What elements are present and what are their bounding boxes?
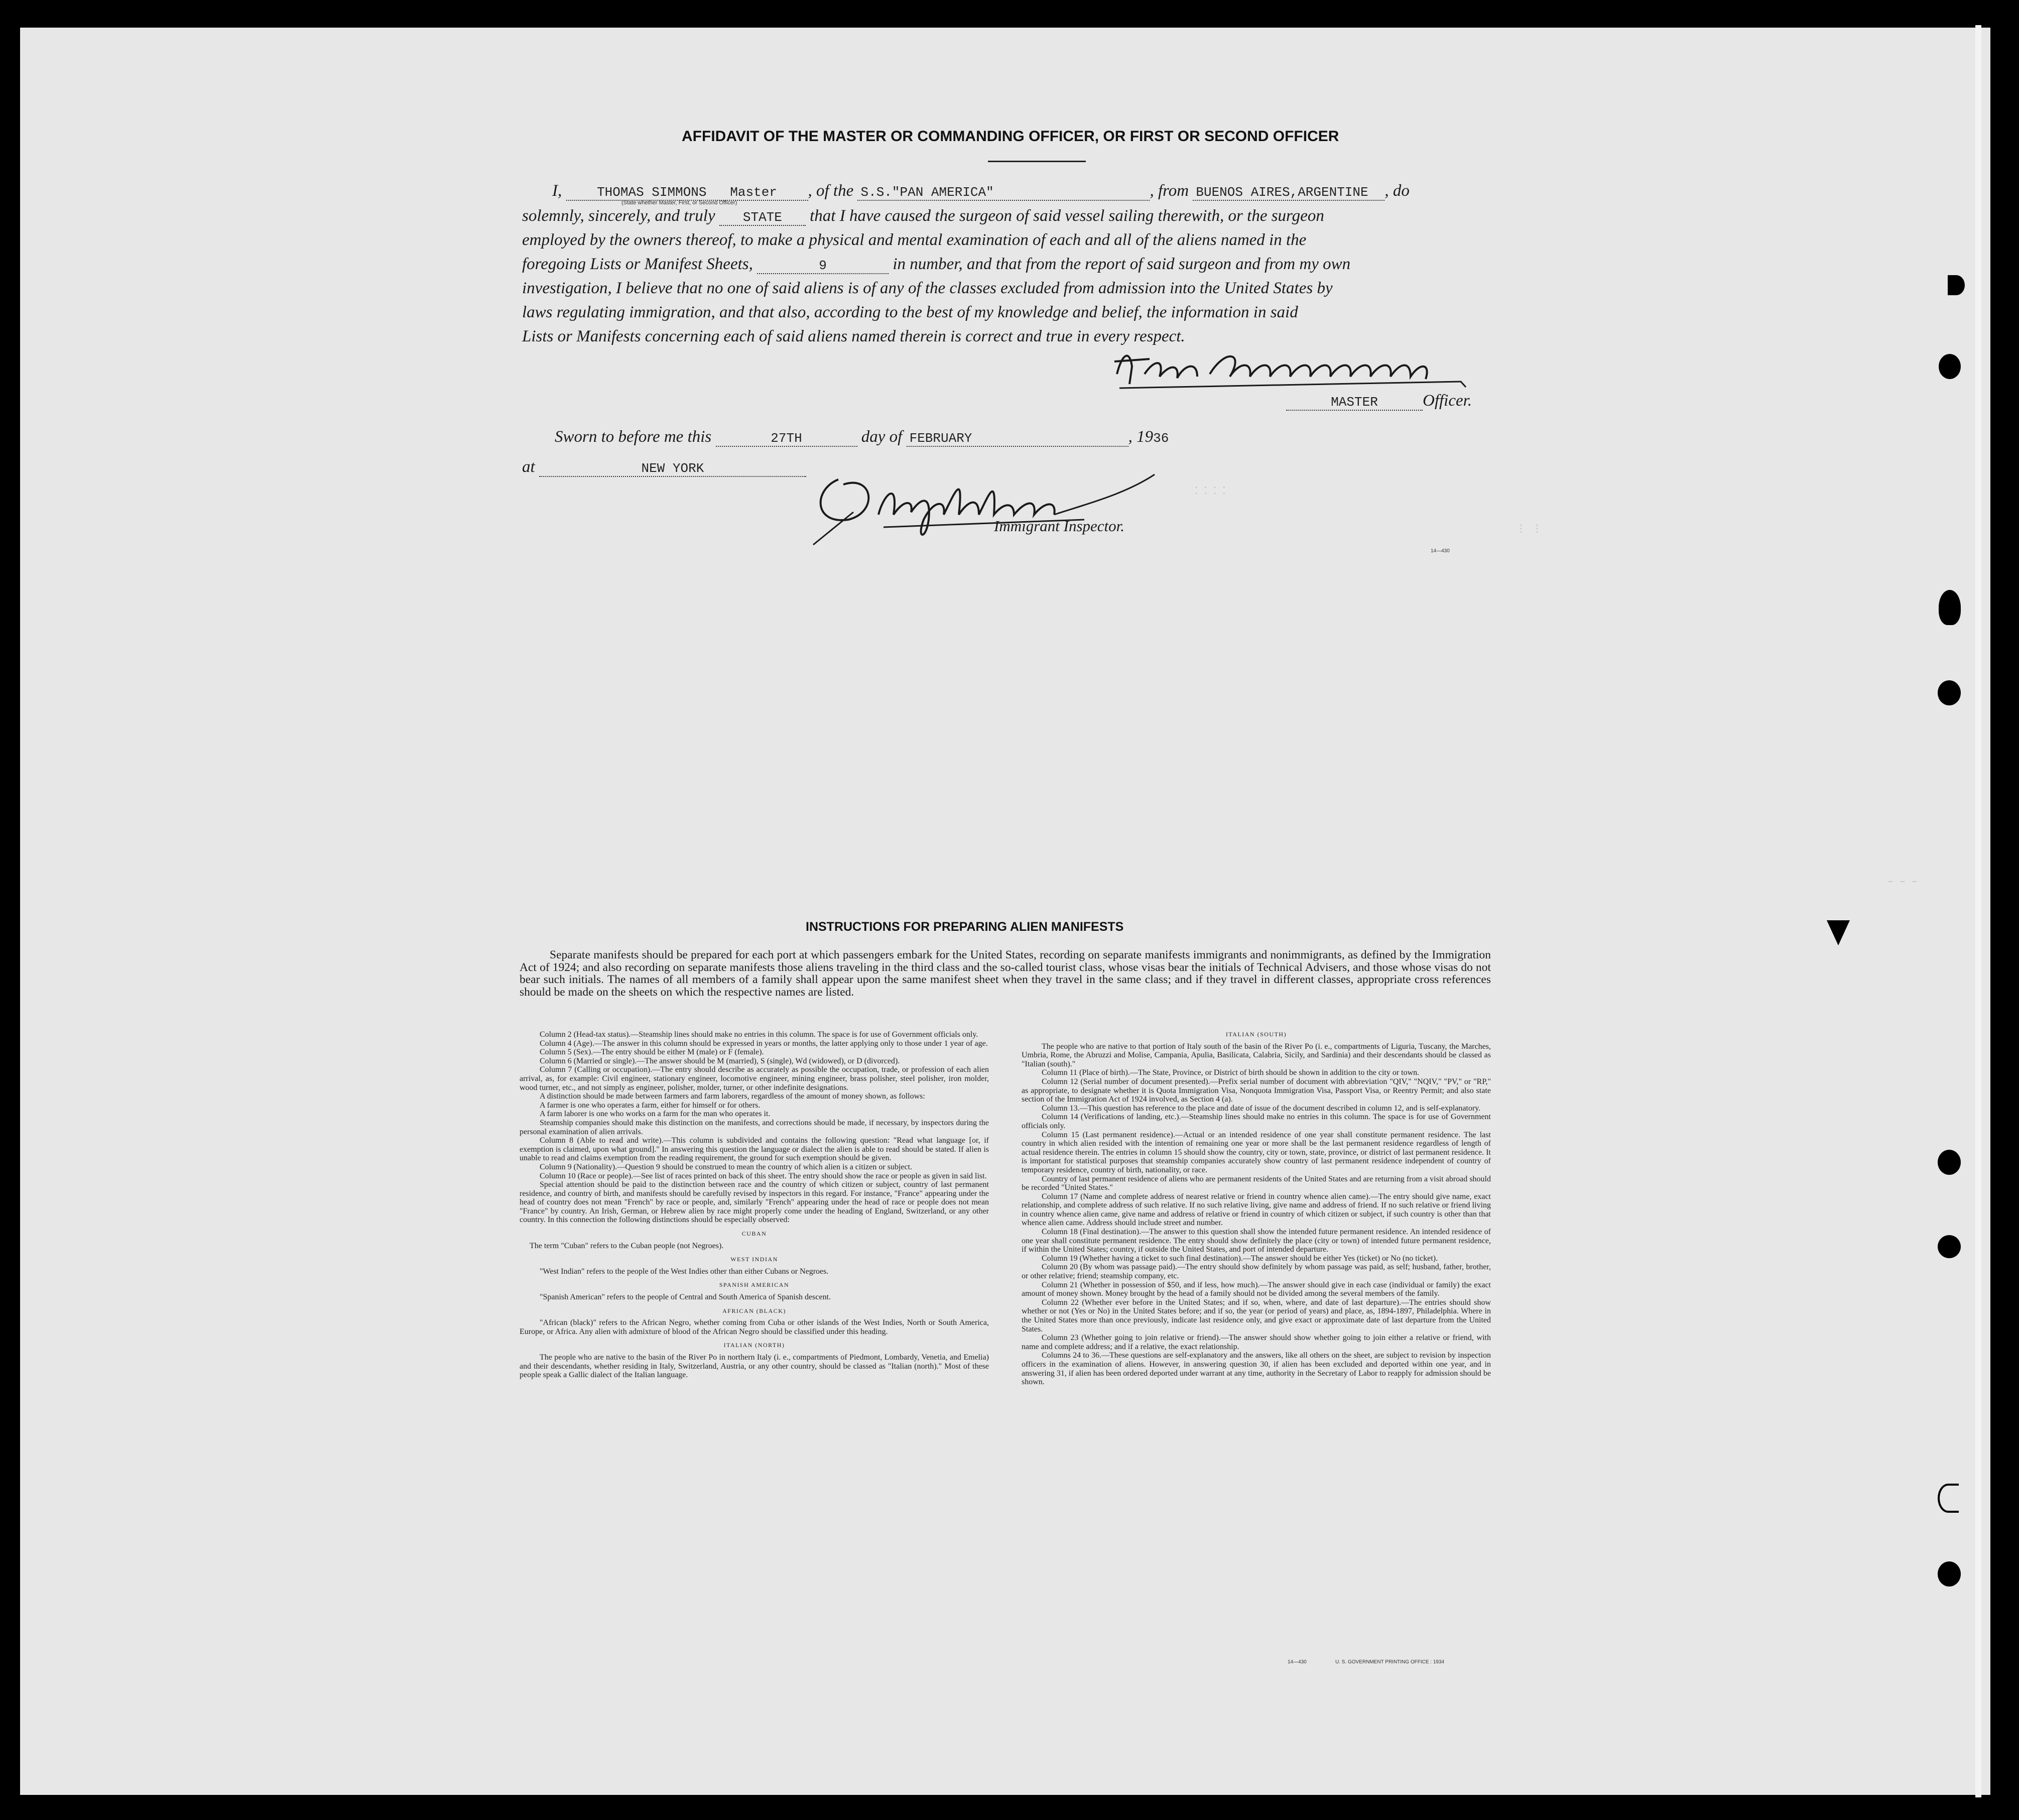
binder-hole xyxy=(1939,354,1961,379)
text-at: at xyxy=(522,458,535,476)
officer-line xyxy=(1286,392,1472,411)
master-signature xyxy=(1109,339,1471,394)
col17-paragraph: Column 17 (Name and complete address of nearest relative or friend in country whence alien came).—The entry should give name, exact relationship, and complete address of such relative. If no such relative living, give name and address of friend. If no such relative or friend living in country whence alien came, give name and address of relative or friend in country of which citizen or subject, if such country is other than that whence alien came. Address should include street and number. xyxy=(1022,1192,1491,1228)
inspector-signature xyxy=(803,464,1165,550)
sheet-count-field: 9 xyxy=(757,258,889,274)
bleed-through-mark: ⁚ ⁚ ⁚ ⁚ xyxy=(1195,486,1226,498)
farmer-distinction: A distinction should be made between farmers and farm laborers, regardless of the amount of money shown, as follows: xyxy=(540,1092,925,1101)
binder-hole xyxy=(1938,1561,1961,1587)
text-sworn-pre: Sworn to before me this xyxy=(555,428,712,446)
col15-paragraph: Column 15 (Last permanent residence).—Actual or an intended residence of one year shall constitute permanent residence. The last country in which alien resided with the intention of remaining one year or more shall be the last permanent residence regardless of length of actual residence therein. The entries in column 15 should show the country, city or town, state, province, or district of last permanent residence. It is important for statistical purposes that steamship companies accurately show country of last permanent residence independent of country of temporary residence, country of birth, nationality, or race. xyxy=(1022,1130,1491,1174)
col13-paragraph: Column 13.—This question has reference to the place and date of issue of the document described in column 12, and is self-explanatory. xyxy=(1042,1104,1481,1113)
binder-hole xyxy=(1826,918,1851,948)
footer-form-number: 14—430 xyxy=(1288,1659,1307,1665)
col9-paragraph: Column 9 (Nationality).—Question 9 should be construed to mean the country of which alien is a citizen or subject. xyxy=(540,1162,913,1171)
sworn-day-field: 27TH xyxy=(716,431,857,447)
heading-cuban: CUBAN xyxy=(741,1230,767,1238)
heading-spanish-american: SPANISH AMERICAN xyxy=(719,1281,790,1289)
title-rule xyxy=(988,161,1086,162)
farm-laborer-definition: A farm laborer is one who works on a farm for the man who operates it. xyxy=(540,1110,771,1119)
african-paragraph: "African (black)" refers to the African Negro, whether coming from Cuba or other islands of the West Indies, North or South America, Europe, or Africa. Any alien with admixture of blood of the African Negro should be classified under this heading. xyxy=(520,1318,989,1336)
col10-paragraph: Column 10 (Race or people).—See list of races printed on back of this sheet. The entry should show the race or people as given in said list. xyxy=(540,1171,987,1180)
special-attention-paragraph: Special attention should be paid to the distinction between race and the country of which citizen or subject, country of last permanent residence, and country of birth, and manifests should be carefully revised by inspectors in this regard. For instance, "France" appearing under the head of country does not mean "French" by race or people, and, similarly "French" appearing under the head of race or people does not mean "France" by country. An Irish, German, or Hebrew alien by race might properly come under the heading of England, Switzerland, or any other country. In this connection the following distinctions should be especially observed: xyxy=(520,1180,989,1225)
master-name-field xyxy=(566,185,808,201)
col5-paragraph: Column 5 (Sex).—The entry should be either M (male) or F (female). xyxy=(540,1048,764,1057)
col15-returning-paragraph: Country of last permanent residence of aliens who are permanent residents of the United States and are returning from a visit abroad should be recorded "United States." xyxy=(1022,1174,1491,1192)
col23-paragraph: Column 23 (Whether going to join relative or friend).—The answer should show whether going to join either a relative or friend, with name and complete address; and if a relative, the exact relationship. xyxy=(1022,1333,1491,1351)
col18-paragraph: Column 18 (Final destination).—The answer to this question shall show the intended future permanent residence. An intended residence of one year shall constitute permanent residence. The entry should show definitely the place (city or town) of intended future permanent residence, if within the United States; country, if outside the United States, and port of intended departure. xyxy=(1022,1228,1491,1254)
col12-paragraph: Column 12 (Serial number of document presented).—Prefix serial number of document with abbreviation "QIV," "NQIV," "PV," or "RP," as appropriate, to designate whether it is Quota Immigration Visa, Nonquota Immigration Visa, Passport Visa, or Reentry Permit; and also state section of the Immigration Act of 1924 involved, as Section 4 (a). xyxy=(1022,1077,1491,1104)
text-line2-pre: solemnly, sincerely, and truly xyxy=(522,207,715,225)
steamship-distinction: Steamship companies should make this distinction on the manifests, and corrections should be made, if necessary, by inspectors during the personal examination of alien arrivals. xyxy=(520,1118,989,1136)
text-from: , from xyxy=(1150,182,1189,200)
affidavit-line-5: investigation, I believe that no one of said aliens is of any of the classes excluded from admission into the United States by xyxy=(522,279,1333,297)
instructions-right-column xyxy=(1022,1030,1491,1387)
binder-hole xyxy=(1938,1150,1961,1175)
col19-paragraph: Column 19 (Whether having a ticket to such final destination).—The answer should be either Yes (ticket) or No (no ticket). xyxy=(1042,1254,1438,1263)
ship-name-field: S.S."PAN AMERICA" xyxy=(857,185,1150,201)
binder-hole xyxy=(1938,1235,1961,1258)
heading-west-indian: WEST INDIAN xyxy=(730,1256,778,1263)
binder-hole xyxy=(1939,590,1961,625)
col22-paragraph: Column 22 (Whether ever before in the United States; and if so, when, where, and date of last departure).—The entries should show whether or not (Yes or No) in the United States before; and if so, the year (or period of years) and place, as, 1894-1897, Philadelphia. Where in the United States more than once previously, indicate last residence only, and give exact or approximate date of last departure from the United States. xyxy=(1022,1298,1491,1333)
heading-african: AFRICAN (BLACK) xyxy=(722,1307,786,1314)
spanish-american-paragraph: "Spanish American" refers to the people of Central and South America of Spanish descent. xyxy=(540,1293,831,1302)
col7-paragraph: Column 7 (Calling or occupation).—The entry should describe as accurately as possible the occupation, trade, or profession of each alien arrival, as, for example: Civil engineer, stationary engineer, locomotive engineer, mining engineer, brass polisher, steel polisher, iron molder, wood turner, etc., and not simply as engineer, polisher, molder, turner, or other indefinite designations. xyxy=(520,1065,989,1092)
sworn-place-field: NEW YORK xyxy=(539,461,806,477)
heading-italian-south: ITALIAN (SOUTH) xyxy=(1225,1031,1287,1038)
instructions-title: INSTRUCTIONS FOR PREPARING ALIEN MANIFESTS xyxy=(806,920,1124,934)
instructions-left-column xyxy=(520,1030,989,1380)
col14-paragraph: Column 14 (Verifications of landing, etc.).—Steamship lines should make no entries in this column. The space is for use of Government officials only. xyxy=(1022,1113,1491,1130)
italian-north-paragraph: The people who are native to the basin of the River Po in northern Italy (i. e., compartments of Piedmont, Lombardy, Venetia, and Emelia) and their descendants, whether residing in Italy, Switzerland, Austria, or any other country, should be classed as "Italian (north)." Most of these people speak a Gallic dialect of the Italian language. xyxy=(520,1353,989,1380)
affidavit-line-2 xyxy=(522,207,1324,226)
officer-label: Officer. xyxy=(1423,392,1472,410)
col8-paragraph: Column 8 (Able to read and write).—This column is subdivided and contains the following question: "Read what language [or, if exemption is claimed, upon what ground]." In answering this question the language or dialect the alien is able to read should be stated. If alien is unable to read and claims exemption from the reading requirement, the ground for such exemption should be given. xyxy=(520,1136,989,1163)
col2-paragraph: Column 2 (Head-tax status).—Steamship lines should make no entries in this column. The space is for use of Government officials only. xyxy=(540,1030,978,1039)
bleed-through-mark: – – – xyxy=(1887,876,1918,888)
verb-field: STATE xyxy=(719,210,806,226)
col6-paragraph: Column 6 (Married or single).—The answer should be M (married), S (single), Wd (widowed), or D (divorced). xyxy=(540,1056,900,1065)
west-indian-paragraph: "West Indian" refers to the people of the West Indies other than either Cubans or Negroes. xyxy=(540,1267,829,1276)
binder-hole xyxy=(1948,275,1965,295)
text-line2-post: that I have caused the surgeon of said vessel sailing therewith, or the surgeon xyxy=(810,207,1324,225)
col4-paragraph: Column 4 (Age).—The answer in this column should be expressed in years or months, the latter applying only to those under 1 year of age. xyxy=(540,1039,988,1048)
page-edge xyxy=(1975,25,1981,1797)
col11-paragraph: Column 11 (Place of birth).—The State, Province, or District of birth should be shown in addition to the city or town. xyxy=(1042,1068,1420,1077)
master-name: THOMAS SIMMONS xyxy=(597,185,707,200)
affidavit-line-6: laws regulating immigration, and that also, according to the best of my knowledge and belief, the information in said xyxy=(522,303,1298,321)
text-i: I, xyxy=(552,182,562,200)
state-hint: (State whether Master, First, or Second Officer) xyxy=(621,200,737,206)
text-line4-pre: foregoing Lists or Manifest Sheets, xyxy=(522,255,753,273)
italian-south-paragraph: The people who are native to that portion of Italy south of the basin of the River Po (i. e., compartments of Liguria, Tuscany, the Marches, Umbria, Rome, the Abruzzi and Molise, Campania, Apulia, Basilicata, Calabria, Sicily, and Sardinia) and their descendants should be classed as "Italian (south)." xyxy=(1022,1042,1491,1068)
bleed-through-mark: ⋮ ⋮ xyxy=(1516,524,1543,535)
text-line4-post: in number, and that from the report of said surgeon and from my own xyxy=(893,255,1351,273)
cuban-paragraph: The term "Cuban" refers to the Cuban people (not Negroes). xyxy=(530,1241,724,1250)
text-day-of: day of xyxy=(861,428,903,446)
inspector-label: Immigrant Inspector. xyxy=(994,517,1125,535)
footer-printer: U. S. GOVERNMENT PRINTING OFFICE : 1934 xyxy=(1335,1659,1445,1665)
binder-hole xyxy=(1938,680,1961,705)
from-port-field: BUENOS AIRES,ARGENTINE xyxy=(1193,185,1384,201)
affidavit-line-3: employed by the owners thereof, to make a physical and mental examination of each and all of the aliens named in the xyxy=(522,231,1307,249)
sworn-year-field: 36 xyxy=(1153,431,1169,446)
instructions-intro: Separate manifests should be prepared for each port at which passengers embark for the United States, recording on separate manifests immigrants and nonimmigrants, as defined by the Immigration Act of 1924; and also recording on separate manifests those aliens traveling in the third class and the so-called tourist class, whose visas bear the initials of Technical Advisers, and those whose visas do not bear such initials. The names of all members of a family shall appear upon the same manifest sheet when they travel in the same class; and if they travel in different classes, appropriate cross references should be made on the sheets on which the respective names are listed. xyxy=(520,948,1491,999)
col21-paragraph: Column 21 (Whether in possession of $50, and if less, how much).—The answer should give in each case (individual or family) the exact amount of money shown. Money brought by the head of a family should not be divided among the several members of the family. xyxy=(1022,1280,1491,1298)
col24-36-paragraph: Columns 24 to 36.—These questions are self-explanatory and the answers, like all others on the sheet, are subject to revision by inspection officers in the examination of aliens. However, in answering question 30, if alien has been excluded and deported within one year, and in answering 31, if alien has been ordered deported under warrant at any time, authority in the Secretary of Labor to reapply for admission should be shown. xyxy=(1022,1351,1491,1387)
binder-hole xyxy=(1938,1484,1959,1513)
at-line xyxy=(522,458,806,477)
sworn-month-field: FEBRUARY xyxy=(907,431,1128,447)
affidavit-title: AFFIDAVIT OF THE MASTER OR COMMANDING OFFICER, OR FIRST OR SECOND OFFICER xyxy=(682,128,1339,145)
sworn-line xyxy=(555,428,1169,447)
form-number: 14—430 xyxy=(1431,548,1450,554)
affidavit-line-4 xyxy=(522,255,1350,274)
text-year-prefix: , 19 xyxy=(1128,428,1154,446)
affidavit-line-7: Lists or Manifests concerning each of said aliens named therein is correct and true in every respect. xyxy=(522,327,1185,345)
text-of-the: , of the xyxy=(808,182,854,200)
affidavit-line-1 xyxy=(552,182,1410,201)
heading-italian-north: ITALIAN (NORTH) xyxy=(723,1342,785,1349)
officer-rank-field: MASTER xyxy=(1286,395,1423,411)
col20-paragraph: Column 20 (By whom was passage paid).—The entry should show definitely by whom passage was paid, as self; husband, father, brother, or other relative; friend; steamship company, etc. xyxy=(1022,1263,1491,1281)
text-do: , do xyxy=(1384,182,1410,200)
farmer-definition: A farmer is one who operates a farm, either for himself or for others. xyxy=(540,1101,761,1110)
title-value: Master xyxy=(730,185,777,200)
